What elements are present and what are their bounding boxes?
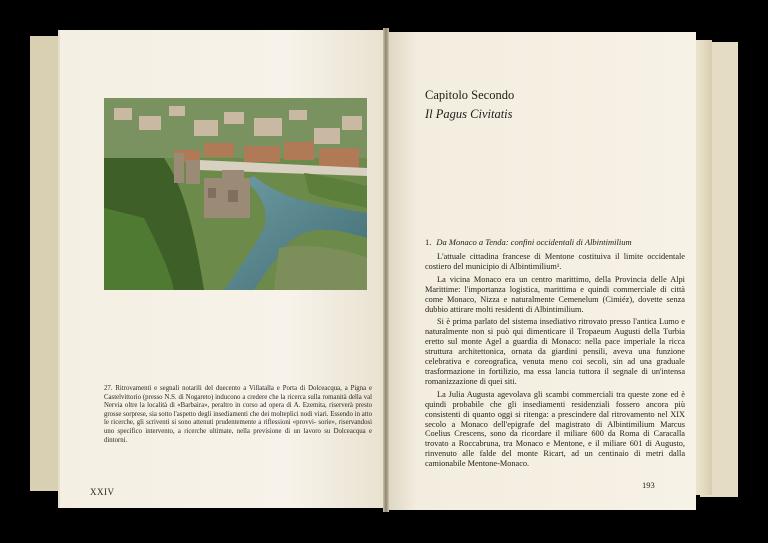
- caption-line: Castelvittorio (presso N.S. di Nogareto) inducono a credere che la ricerca sulla romanità: [104, 393, 347, 401]
- village-photograph: [104, 98, 367, 290]
- section-number: 1.: [425, 237, 432, 247]
- paragraph: La vicina Monaco era un centro marittimo, della Provincia delle Alpi Marittime: l'importanza logistica, marittima e quindi commerciale di città come Monaco, Nizza e naturalmente Cemenelum (Cimiéz), dovette senza dubbio attirare molti residenti di Albintimilium.: [425, 274, 685, 314]
- chapter-label: Capitolo Secondo: [425, 88, 515, 102]
- right-page-number: 193: [642, 480, 655, 490]
- caption-number: 27.: [104, 385, 113, 392]
- left-page-number: XXIV: [90, 487, 115, 497]
- photo-caption: [104, 385, 372, 445]
- body-text: [425, 252, 685, 472]
- caption-line: Ritrovamenti e segnali notarili del duecento a Villatalla e Porta di Dolceacqua, a Pigna e: [115, 385, 373, 392]
- book-gutter: [383, 28, 389, 512]
- caption-line: sorie», riservandosi uno specifico intervento, a ricerche ultimate, nella previsione di un lavoro: [104, 419, 372, 435]
- caption-line: della val Nervia oltre la località di «Barbaira», peraltro in corso ad opera di A. Ezemita, riserverà: [104, 393, 372, 410]
- paragraph: L'attuale cittadina francese di Mentone costituiva il limite occidentale costiero del municipio di Albintimilium¹.: [425, 252, 685, 271]
- caption-line: su Dolceacqua e dintorni.: [104, 427, 372, 444]
- chapter-title: Il Pagus Civitatis: [425, 107, 513, 121]
- section-heading: [425, 237, 632, 247]
- paragraph: Si è prima parlato del sistema insediativo ritrovato presso l'antica Lumo e naturalmente non si può qui dimenticare il Tropaeum Augusti della Turbia eretto sul monte Agel a guardia di Monaco: nella pace imperiale la ricca struttura architettonica, ornata da giardini pensili, aveva una funzione celebrativa e coreografica, venuta meno coi secoli, sin ad una graduale trasformazione in fortilizio, ma essa lancia tuttora il segnale di un'intensa romanizzazione di quei siti.: [425, 317, 685, 386]
- paragraph: La Julia Augusta agevolava gli scambi commerciali tra queste zone ed è quindi probabile che gli insediamenti residenziali fossero ancora più consistenti di quanto oggi si ritenga: a prescindere dal ritrovamento nel XIX secolo a Monaco dell'epigrafe del magistrato di Albintimilium Marcus Coelius Crescens, sono da ricordare il miliare 600 da Roma di Caracalla trovato a Roccabruna, tra Monaco e Mentone, e il miliare 601 di Augusto, rinvenuto alle falde del monte Ricart, ad un centinaio di metri dalla camionabile Mentone-Monaco.: [425, 389, 685, 469]
- section-title: Da Monaco a Tenda: confini occidentali di Albintimilium: [436, 237, 632, 247]
- caption-line: presto grosse sorprese, sia sotto l'aspetto degli insediamenti che dei molteplici nodi viari.: [104, 402, 373, 418]
- caption-line: Essendo in atto le ricerche, gli scriventi si sono attenuti prudentemente a riflessioni «provvi-: [104, 410, 372, 427]
